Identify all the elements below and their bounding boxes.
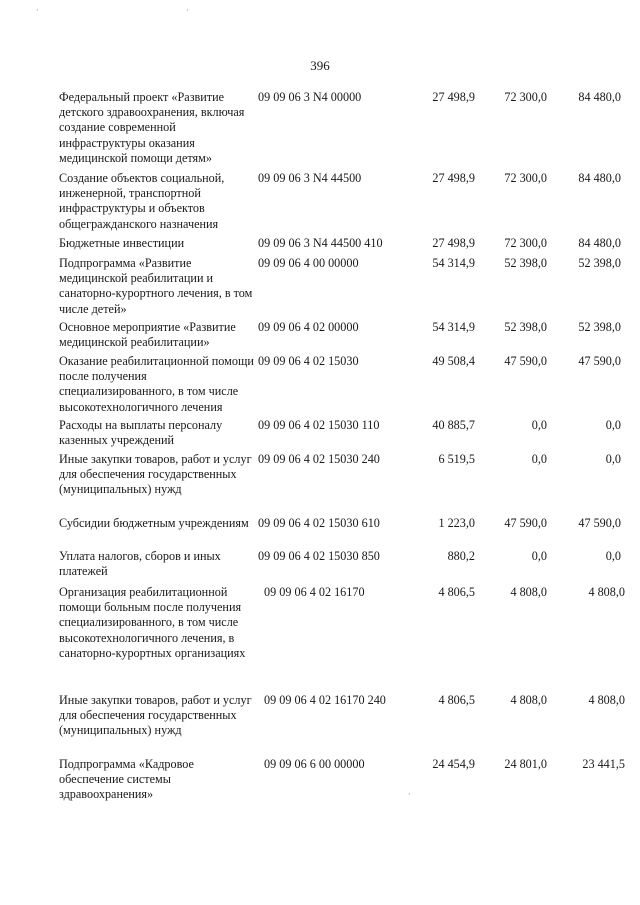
row-value-3: 0,0 (605, 452, 621, 466)
row-value-2: 4 808,0 (510, 585, 547, 599)
row-value-3: 23 441,5 (582, 757, 625, 771)
row-value-1: 24 454,9 (432, 757, 475, 771)
row-value-1: 4 806,5 (438, 585, 475, 599)
row-value-2: 24 801,0 (504, 757, 547, 771)
row-name: Подпрограмма «Кадровое обеспечение системы здравоохранения» (59, 757, 194, 802)
row-value-1: 6 519,5 (438, 452, 475, 466)
row-value-3: 47 590,0 (578, 354, 621, 368)
row-value-2: 0,0 (531, 418, 547, 432)
row-value-2: 47 590,0 (504, 516, 547, 530)
row-value-3: 84 480,0 (578, 90, 621, 104)
row-code: 09 09 06 4 02 00000 (258, 320, 359, 334)
row-value-3: 52 398,0 (578, 320, 621, 334)
row-value-3: 47 590,0 (578, 516, 621, 530)
row-value-1: 27 498,9 (432, 90, 475, 104)
row-value-1: 40 885,7 (432, 418, 475, 432)
row-name: Бюджетные инвестиции (59, 236, 185, 250)
row-value-2: 0,0 (531, 452, 547, 466)
row-value-2: 52 398,0 (504, 256, 547, 270)
row-name: Основное мероприятие «Развитие медицинской реабилитации» (59, 320, 236, 350)
row-value-1: 27 498,9 (432, 236, 475, 250)
row-value-3: 0,0 (605, 549, 621, 563)
row-value-3: 84 480,0 (578, 236, 621, 250)
row-value-2: 47 590,0 (504, 354, 547, 368)
row-name: Иные закупки товаров, работ и услуг для обеспечения государственных (муниципальных) нужд (59, 693, 252, 738)
row-value-3: 0,0 (605, 418, 621, 432)
row-value-3: 84 480,0 (578, 171, 621, 185)
row-code: 09 09 06 3 N4 44500 410 (258, 236, 383, 250)
row-value-1: 27 498,9 (432, 171, 475, 185)
row-code: 09 09 06 4 02 15030 (258, 354, 359, 368)
scan-speck: · (408, 790, 411, 799)
row-value-1: 880,2 (447, 549, 475, 563)
row-value-2: 72 300,0 (504, 90, 547, 104)
row-value-2: 52 398,0 (504, 320, 547, 334)
row-code: 09 09 06 4 02 16170 (264, 585, 365, 599)
row-value-1: 1 223,0 (438, 516, 475, 530)
row-name: Иные закупки товаров, работ и услуг для обеспечения государственных (муниципальных) нужд (59, 452, 252, 497)
row-value-1: 4 806,5 (438, 693, 475, 707)
row-code: 09 09 06 3 N4 44500 (258, 171, 362, 185)
row-code: 09 09 06 4 02 16170 240 (264, 693, 386, 707)
row-code: 09 09 06 4 00 00000 (258, 256, 359, 270)
page-number: 396 (310, 58, 330, 73)
row-name: Организация реабилитационной помощи больным после получения специализированного, в том числе высокотехнологичного лечения, в санаторно-курортных организациях (59, 585, 246, 660)
row-code: 09 09 06 4 02 15030 240 (258, 452, 380, 466)
row-value-1: 49 508,4 (432, 354, 475, 368)
row-code: 09 09 06 6 00 00000 (264, 757, 365, 771)
row-value-2: 72 300,0 (504, 171, 547, 185)
scan-speck: · (36, 6, 39, 15)
row-value-2: 4 808,0 (510, 693, 547, 707)
row-name: Создание объектов социальной, инженерной, транспортной инфраструктуры и объектов общегражданского назначения (59, 171, 225, 231)
row-code: 09 09 06 4 02 15030 610 (258, 516, 380, 530)
row-name: Субсидии бюджетным учреждениям (59, 516, 249, 530)
row-code: 09 09 06 4 02 15030 850 (258, 549, 380, 563)
row-name: Подпрограмма «Развитие медицинской реабилитации и санаторно-курортного лечения, в том числе детей» (59, 256, 253, 316)
row-value-1: 54 314,9 (432, 320, 475, 334)
row-name: Уплата налогов, сборов и иных платежей (59, 549, 221, 579)
row-name: Оказание реабилитационной помощи после получения специализированного, в том числе высокотехнологичного лечения (59, 354, 254, 414)
row-value-2: 0,0 (531, 549, 547, 563)
row-value-3: 4 808,0 (588, 585, 625, 599)
row-value-3: 4 808,0 (588, 693, 625, 707)
row-value-1: 54 314,9 (432, 256, 475, 270)
row-value-3: 52 398,0 (578, 256, 621, 270)
row-code: 09 09 06 3 N4 00000 (258, 90, 362, 104)
row-value-2: 72 300,0 (504, 236, 547, 250)
scan-speck: · (186, 6, 189, 15)
row-code: 09 09 06 4 02 15030 110 (258, 418, 380, 432)
row-name: Расходы на выплаты персоналу казенных учреждений (59, 418, 223, 448)
row-name: Федеральный проект «Развитие детского здравоохранения, включая создание современной инфраструктуры оказания медицинской помощи детям» (59, 90, 245, 165)
